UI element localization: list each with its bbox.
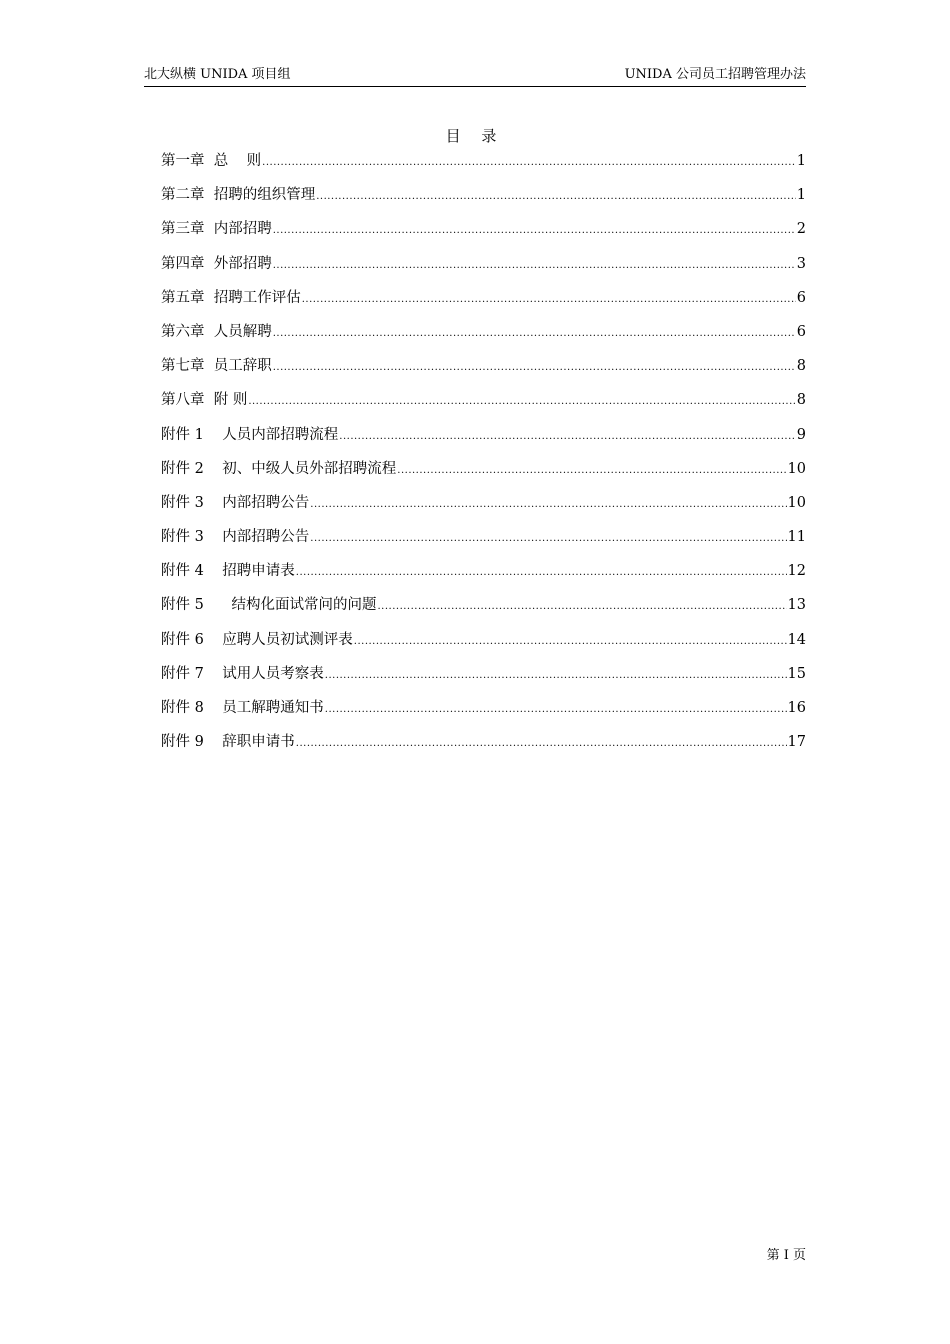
toc-entry[interactable] <box>161 150 806 184</box>
toc-entry-label: 第二章 招聘的组织管理 <box>161 187 316 204</box>
toc-entry-page: 10 <box>787 494 806 511</box>
toc-entry[interactable] <box>161 663 806 697</box>
toc-dot-leader <box>397 460 786 482</box>
header-right-text: UNIDA 公司员工招聘管理办法 <box>624 67 806 82</box>
toc-dot-leader <box>316 186 796 208</box>
page-header <box>144 66 806 87</box>
toc-entry-page: 8 <box>796 358 806 375</box>
toc-dot-leader <box>273 220 796 242</box>
toc-entry[interactable] <box>161 218 806 252</box>
toc-dot-leader <box>325 699 787 721</box>
toc-entry-label: 附件 2 初、中级人员外部招聘流程 <box>161 460 397 477</box>
toc-entry-label: 附件 1 人员内部招聘流程 <box>161 426 339 443</box>
toc-dot-leader <box>273 255 796 277</box>
toc-dot-leader <box>248 391 795 413</box>
toc-entry[interactable] <box>161 697 806 731</box>
toc-dot-leader <box>296 733 787 755</box>
toc-dot-leader <box>310 528 786 550</box>
toc-dot-leader <box>296 562 787 584</box>
toc-entry-label: 附件 3 内部招聘公告 <box>161 529 310 546</box>
toc-entry-label: 第五章 招聘工作评估 <box>161 289 301 306</box>
toc-entry-label: 第六章 人员解聘 <box>161 323 272 340</box>
toc-entry-label: 附件 4 招聘申请表 <box>161 563 295 580</box>
toc-entry-label: 第三章 内部招聘 <box>161 221 272 238</box>
toc-entry-label: 第四章 外部招聘 <box>161 255 272 272</box>
toc-dot-leader <box>354 631 787 653</box>
toc-entry-label: 附件 9 辞职申请书 <box>161 734 295 751</box>
toc-entry-page: 14 <box>787 631 806 648</box>
toc-entry[interactable] <box>161 629 806 663</box>
toc-entry[interactable] <box>161 321 806 355</box>
toc-entry[interactable] <box>161 731 806 765</box>
toc-entry-page: 12 <box>787 563 806 580</box>
toc-dot-leader <box>325 665 787 687</box>
toc-entry[interactable] <box>161 458 806 492</box>
toc-entry[interactable] <box>161 526 806 560</box>
toc-entry[interactable] <box>161 355 806 389</box>
toc-entry-label: 附件 6 应聘人员初试测评表 <box>161 631 353 648</box>
toc-entry[interactable] <box>161 560 806 594</box>
toc-entry-label: 附件 8 员工解聘通知书 <box>161 700 324 716</box>
toc-entry[interactable] <box>161 184 806 218</box>
toc-entry-label: 第八章 附 则 <box>161 392 248 409</box>
toc-entry-label: 第一章 总 则 <box>161 153 262 169</box>
toc-entry-page: 8 <box>796 392 806 409</box>
table-of-contents <box>161 150 806 765</box>
toc-entry-label: 附件 3 内部招聘公告 <box>161 494 310 511</box>
toc-entry-page: 15 <box>787 665 806 682</box>
toc-entry-page: 6 <box>796 323 806 340</box>
toc-entry-page: 3 <box>796 255 806 272</box>
toc-title: 目 录 <box>445 127 505 145</box>
toc-entry-label: 第七章 员工辞职 <box>161 358 272 375</box>
toc-dot-leader <box>302 289 796 311</box>
toc-entry[interactable] <box>161 594 806 628</box>
toc-entry-page: 17 <box>787 734 806 751</box>
toc-dot-leader <box>273 357 796 379</box>
toc-dot-leader <box>378 596 787 618</box>
toc-dot-leader <box>310 494 786 516</box>
toc-entry[interactable] <box>161 389 806 423</box>
toc-entry[interactable] <box>161 287 806 321</box>
toc-dot-leader <box>273 323 796 345</box>
toc-entry-page: 1 <box>796 153 806 169</box>
toc-entry-page: 6 <box>796 289 806 306</box>
toc-entry-page: 1 <box>796 187 806 204</box>
toc-entry-label: 附件 5 结构化面试常问的问题 <box>161 597 377 614</box>
toc-entry[interactable] <box>161 424 806 458</box>
toc-entry-page: 11 <box>787 529 806 546</box>
toc-entry-page: 9 <box>796 426 806 443</box>
toc-entry-page: 16 <box>787 700 806 716</box>
header-left-text: 北大纵横 UNIDA 项目组 <box>144 67 291 82</box>
toc-entry-page: 13 <box>787 597 806 614</box>
page-number-footer: 第 I 页 <box>766 1248 806 1263</box>
toc-entry-page: 2 <box>796 221 806 238</box>
toc-dot-leader <box>262 152 796 174</box>
toc-entry[interactable] <box>161 253 806 287</box>
toc-entry[interactable] <box>161 492 806 526</box>
toc-entry-label: 附件 7 试用人员考察表 <box>161 665 324 682</box>
toc-entry-page: 10 <box>787 460 806 477</box>
toc-dot-leader <box>339 426 795 448</box>
